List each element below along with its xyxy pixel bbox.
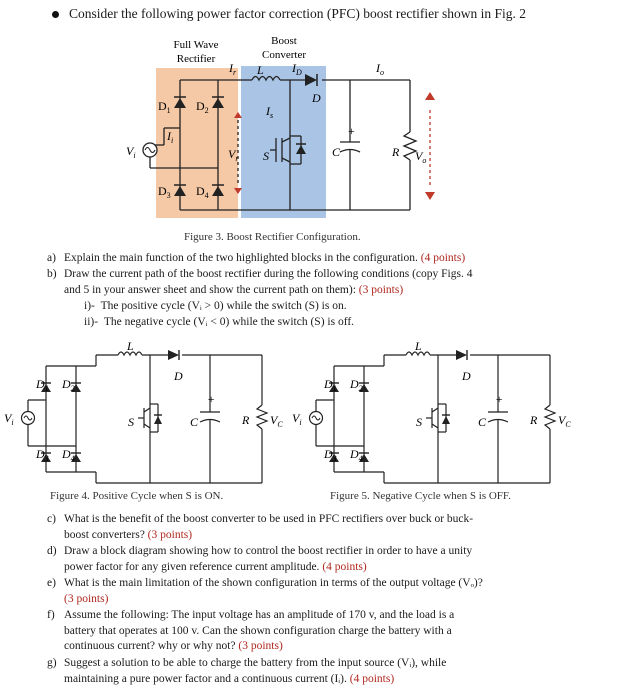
question-e (47, 576, 607, 607)
question-f-points: (3 points) (238, 640, 283, 652)
question-d-text-2: power factor for any given reference current amplitude. (64, 560, 320, 573)
question-c-points: (3 points) (147, 528, 193, 541)
question-b-i-label: i)- (84, 300, 95, 312)
rectifier-title-1: Full Wave (173, 39, 219, 51)
fig4-D1-label: $D_1$ (36, 377, 49, 393)
fig3-D3-label: $D_3$ (158, 184, 171, 200)
question-c-label: c) (47, 513, 56, 525)
question-e-points: (3 points) (64, 592, 109, 605)
question-b-label: b) (47, 268, 57, 280)
question-a-points: (4 points) (420, 252, 466, 264)
fig5-plus-label: + (495, 392, 504, 406)
question-a-text: Explain the main function of the two highlighted blocks in the configuration. (64, 252, 418, 264)
question-a (47, 251, 592, 267)
question-g-text-2: maintaining a pure power factor and a continuous current (Iᵢ). (64, 672, 347, 685)
fig3-Ir-label: $I_r$ (229, 61, 237, 77)
question-b-points: (3 points) (358, 283, 404, 296)
question-g-label: g) (47, 657, 57, 669)
question-b-ii-label: ii)- (84, 316, 99, 328)
fig4-S-label: S (128, 415, 134, 429)
fig3-plus-label: + (348, 124, 355, 138)
fig3-Vi-label: $V_i$ (126, 144, 136, 160)
question-d (47, 544, 592, 575)
fig5-L-label: L (415, 339, 422, 353)
question-g (47, 656, 592, 687)
fig3-Io-label: $I_o$ (376, 61, 384, 77)
question-g-text-1: Suggest a solution to be able to charge the battery from the input source (Vᵢ), while (64, 657, 447, 669)
fig3-D-label: D (312, 91, 321, 105)
question-b-text-1: Draw the current path of the boost rectifier during the following conditions (copy Figs. 4 (64, 268, 473, 280)
question-c-text-1: What is the benefit of the boost converter to be used in PFC rectifiers over buck or buck- (64, 513, 474, 525)
fig4-R-label: R (242, 413, 250, 427)
fig5-R-label: R (530, 413, 538, 427)
question-a-label: a) (47, 252, 56, 264)
figure-5-diagram (292, 339, 571, 483)
figure-3-caption: Figure 3. Boost Rectifier Configuration. (184, 231, 361, 243)
figure-4-caption: Figure 4. Positive Cycle when S is ON. (50, 490, 224, 502)
question-f-text-2: battery that operates at 100 v. Can the shown configuration charge the battery with a (64, 624, 452, 637)
fig3-S-label: S (263, 149, 269, 163)
fig4-D4-label: $D_4$ (62, 447, 75, 463)
figure-4-diagram (4, 339, 283, 483)
fig5-D3-label: $D_3$ (324, 447, 337, 463)
fig5-Vi-label: $V_i$ (292, 411, 302, 427)
question-b-ii-text: The negative cycle (Vᵢ < 0) while the switch (S) is off. (103, 316, 355, 328)
fig3-Ii-label: $I_i$ (167, 129, 174, 145)
question-f (47, 608, 592, 655)
question-f-text-3: continuous current? why or why not? (64, 640, 236, 652)
question-c (47, 512, 592, 543)
fig3-R-label: R (392, 145, 400, 159)
question-b-i-text: The positive cycle (Vᵢ > 0) while the switch (S) is on. (100, 300, 347, 312)
question-g-points: (4 points) (349, 672, 395, 685)
fig5-S-label: S (416, 415, 422, 429)
question-e-label: e) (47, 577, 56, 589)
intro-text: Consider the following power factor correction (PFC) boost rectifier shown in Fig. 2 (69, 6, 527, 21)
fig3-Vr-label: $V_r$ (228, 147, 239, 163)
question-b-text-2: and 5 in your answer sheet and show the current path on them): (64, 283, 356, 296)
fig4-L-label: L (127, 339, 134, 353)
question-d-label: d) (47, 545, 57, 557)
question-f-label: f) (47, 609, 55, 621)
fig3-Vo-label: $V_o$ (415, 149, 427, 165)
fig4-C-label: C (190, 415, 199, 429)
question-b-i (84, 300, 347, 312)
question-c-text-2: boost converters? (64, 528, 145, 541)
question-f-text-1: Assume the following: The input voltage has an amplitude of 170 v, and the load is a (64, 609, 455, 621)
rectifier-title-2: Rectifier (176, 53, 216, 65)
fig3-D2-label: $D_2$ (196, 99, 209, 115)
fig3-ID-label: $I_D$ (292, 61, 302, 77)
fig4-D3-label: $D_3$ (36, 447, 49, 463)
fig5-D4-label: $D_4$ (350, 447, 363, 463)
fig3-D1-label: $D_1$ (158, 99, 171, 115)
fig4-Vi-label: $V_i$ (4, 411, 14, 427)
fig4-D2-label: $D_2$ (62, 377, 75, 393)
fig3-L-label: L (257, 63, 264, 77)
fig5-D-label: D (462, 369, 471, 383)
question-b-ii (84, 316, 354, 328)
fig5-D2-label: $D_2$ (350, 377, 363, 393)
question-e-text-1: What is the main limitation of the shown configuration in terms of the output voltage (Vₒ)? (64, 577, 483, 589)
fig3-Is-label: $I_s$ (266, 104, 274, 120)
question-d-text-1: Draw a block diagram showing how to control the boost rectifier in order to have a unity (64, 545, 473, 557)
question-d-points: (4 points) (322, 560, 367, 573)
fig5-VC-label: $V_C$ (558, 413, 571, 429)
fig5-D1-label: $D_1$ (324, 377, 337, 393)
figure-5-caption: Figure 5. Negative Cycle when S is OFF. (330, 490, 511, 502)
fig3-D4-label: $D_4$ (196, 184, 209, 200)
boost-title-1: Boost (271, 35, 297, 47)
boost-title-2: Converter (262, 49, 306, 61)
fig4-plus-label: + (207, 392, 216, 406)
fig4-VC-label: $V_C$ (270, 413, 283, 429)
fig4-D-label: D (174, 369, 183, 383)
fig3-C-label: C (332, 145, 341, 159)
fig5-C-label: C (478, 415, 487, 429)
question-b (47, 267, 592, 298)
boost-highlight (241, 66, 326, 218)
